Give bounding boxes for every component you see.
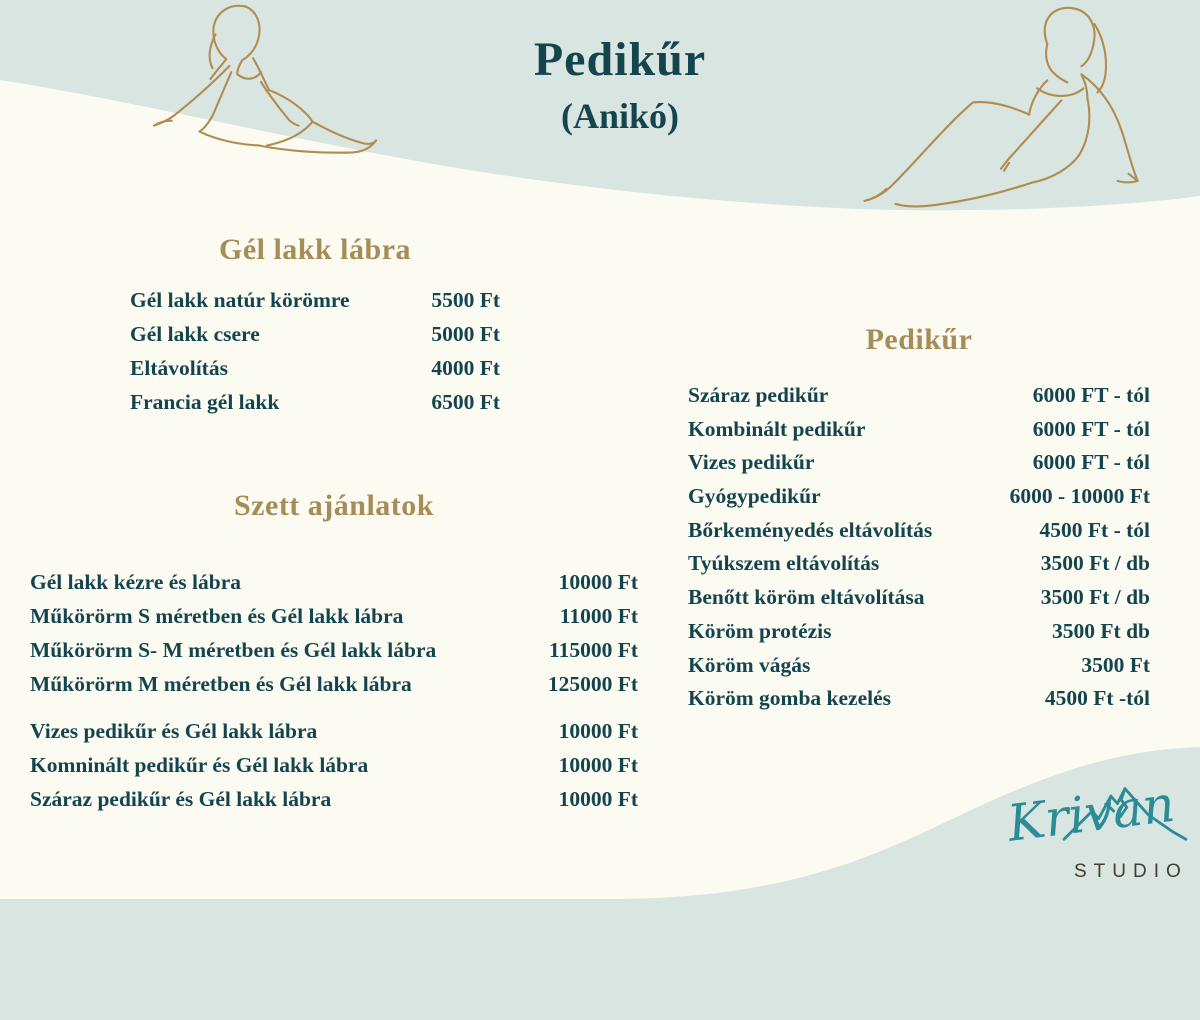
section-szett-ajanlatok bbox=[30, 486, 638, 816]
service-label: Vizes pedikűr bbox=[688, 450, 815, 475]
section-heading: Szett ajánlatok bbox=[234, 489, 434, 522]
service-price: 6000 FT - tól bbox=[1032, 416, 1150, 441]
price-row bbox=[30, 714, 638, 748]
price-row bbox=[688, 615, 1150, 649]
price-row bbox=[688, 649, 1150, 683]
price-rows bbox=[688, 379, 1150, 716]
service-price: 6000 FT - tól bbox=[1032, 383, 1150, 407]
price-rows-subgroup bbox=[30, 714, 638, 816]
service-label: Eltávolítás bbox=[130, 356, 228, 380]
price-rows bbox=[30, 565, 638, 816]
price-row bbox=[688, 547, 1150, 581]
service-price: 5500 Ft bbox=[431, 288, 500, 312]
price-row bbox=[688, 514, 1150, 548]
price-row bbox=[688, 682, 1150, 716]
service-label: Köröm protézis bbox=[688, 618, 832, 643]
service-label: Gél lakk natúr körömre bbox=[130, 288, 350, 312]
service-label: Köröm gomba kezelés bbox=[688, 686, 892, 711]
logo-studio-text: STUDIO bbox=[1074, 861, 1188, 882]
service-label: Francia gél lakk bbox=[130, 390, 280, 414]
price-row bbox=[688, 413, 1150, 447]
price-row bbox=[30, 782, 638, 816]
service-label: Műkörörm S méretben és Gél lakk lábra bbox=[30, 604, 404, 628]
service-price: 4000 Ft bbox=[431, 356, 500, 380]
service-price: 3500 Ft bbox=[1081, 652, 1150, 677]
price-row bbox=[130, 283, 500, 317]
page-subtitle: (Anikó) bbox=[560, 96, 680, 136]
service-price: 11000 Ft bbox=[559, 604, 638, 628]
service-label: Gél lakk kézre és lábra bbox=[30, 570, 242, 594]
service-price: 3500 Ft / db bbox=[1040, 585, 1150, 610]
price-row bbox=[130, 351, 500, 385]
service-price: 10000 Ft bbox=[558, 570, 638, 594]
service-price: 125000 Ft bbox=[547, 672, 638, 696]
studio-logo bbox=[1000, 774, 1200, 898]
price-row bbox=[130, 385, 500, 419]
service-label: Műkörörm M méretben és Gél lakk lábra bbox=[30, 672, 412, 696]
logo-wordmark: Krivan bbox=[1004, 774, 1178, 853]
price-row bbox=[688, 379, 1150, 413]
price-row bbox=[688, 581, 1150, 615]
service-label: Tyúkszem eltávolítás bbox=[688, 551, 880, 576]
service-price: 10000 Ft bbox=[558, 787, 638, 811]
service-label: Kombinált pedikűr bbox=[688, 416, 866, 441]
service-label: Gyógypedikűr bbox=[688, 484, 821, 509]
service-price: 3500 Ft db bbox=[1052, 618, 1150, 643]
service-label: Száraz pedikűr és Gél lakk lábra bbox=[30, 787, 332, 811]
price-row bbox=[130, 317, 500, 351]
service-price: 4500 Ft -tól bbox=[1044, 686, 1150, 711]
price-row bbox=[30, 599, 638, 633]
service-label: Benőtt köröm eltávolítása bbox=[688, 585, 925, 610]
section-heading: Pedikűr bbox=[865, 323, 973, 356]
service-label: Köröm vágás bbox=[688, 652, 811, 677]
service-price: 10000 Ft bbox=[558, 719, 638, 743]
service-price: 6500 Ft bbox=[431, 390, 500, 414]
service-label: Vizes pedikűr és Gél lakk lábra bbox=[30, 719, 318, 743]
service-price: 10000 Ft bbox=[558, 753, 638, 777]
page-title: Pedikűr bbox=[533, 33, 707, 86]
service-label: Bőrkeményedés eltávolítás bbox=[688, 517, 933, 542]
price-row bbox=[688, 446, 1150, 480]
service-price: 6000 FT - tól bbox=[1032, 450, 1150, 475]
price-row bbox=[30, 633, 638, 667]
price-rows bbox=[130, 283, 500, 419]
service-label: Száraz pedikűr bbox=[688, 383, 829, 407]
service-price: 5000 Ft bbox=[431, 322, 500, 346]
price-row bbox=[688, 480, 1150, 514]
section-heading: Gél lakk lábra bbox=[218, 233, 412, 266]
header bbox=[20, 0, 1200, 137]
price-row bbox=[30, 667, 638, 701]
service-label: Gél lakk csere bbox=[130, 322, 260, 346]
service-label: Műkörörm S- M méretben és Gél lakk lábra bbox=[30, 638, 437, 662]
price-row bbox=[30, 748, 638, 782]
service-price: 3500 Ft / db bbox=[1040, 551, 1150, 576]
service-label: Komninált pedikűr és Gél lakk lábra bbox=[30, 753, 369, 777]
section-pedikur bbox=[688, 320, 1150, 716]
price-row bbox=[30, 565, 638, 599]
service-price: 4500 Ft - tól bbox=[1039, 517, 1150, 542]
section-gel-lakk-labra bbox=[130, 230, 500, 419]
service-price: 115000 Ft bbox=[549, 638, 638, 662]
service-price: 6000 - 10000 Ft bbox=[1009, 484, 1150, 509]
